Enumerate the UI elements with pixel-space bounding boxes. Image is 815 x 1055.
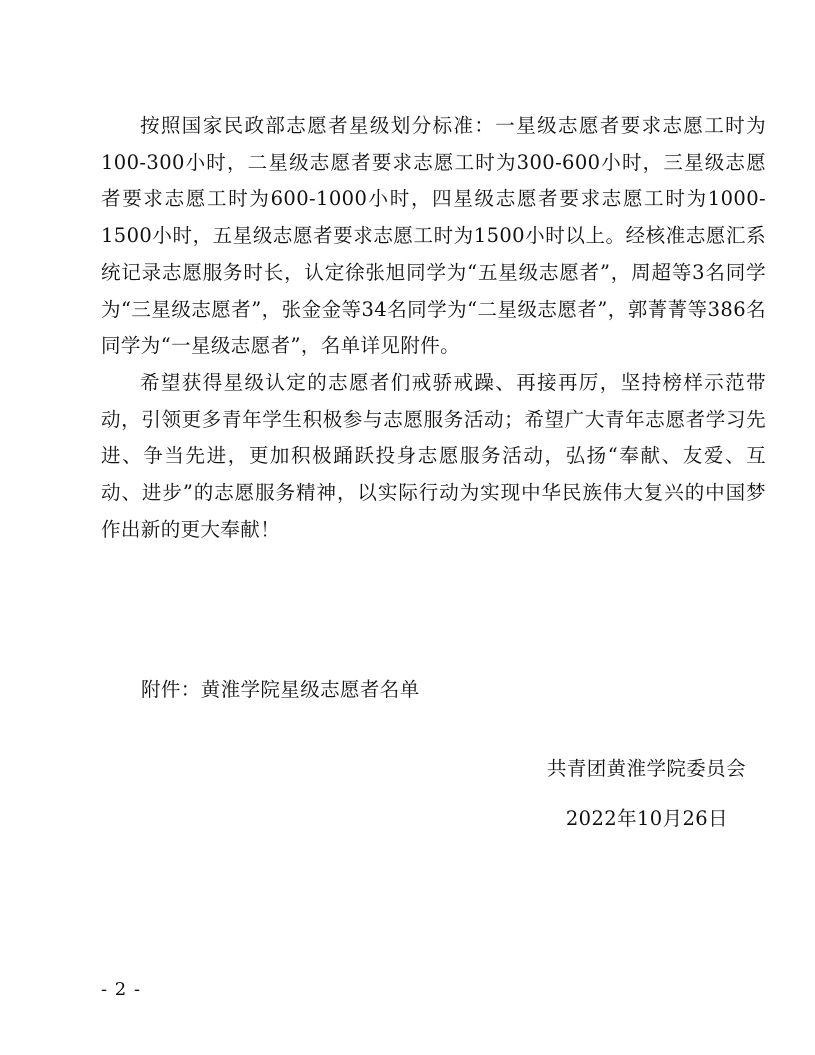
signature-block (547, 750, 746, 838)
body-paragraph-2: 希望获得星级认定的志愿者们戒骄戒躁、再接再厉，坚持榜样示范带动，引领更多青年学生积极参与志愿服务活动；希望广大青年志愿者学习先进、争当先进，更加积极踊跃投身志愿服务活动，弘扬“奉献、友爱、互动、进步”的志愿服务精神，以实际行动为实现中华民族伟大复兴的中国梦作出新的更大奉献！ (101, 370, 766, 541)
page-number: - 2 - (101, 979, 142, 1000)
signature-date: 2022年10月26日 (565, 807, 728, 830)
attachment-note: 附件：黄淮学院星级志愿者名单 (141, 678, 420, 701)
document-body (101, 108, 766, 548)
body-paragraph-1: 按照国家民政部志愿者星级划分标准：一星级志愿者要求志愿工时为100-300小时，二星级志愿者要求志愿工时为300-600小时，三星级志愿者要求志愿工时为600-1000小时，四星级志愿者要求志愿工时为1000-1500小时，五星级志愿者要求志愿工时为1500小时以上。经核准志愿汇系统记录志愿服务时长，认定徐张旭同学为“五星级志愿者”，周超等3名同学为“三星级志愿者”，张金金等34名同学为“二星级志愿者”，郭菁菁等386名同学为“一星级志愿者”，名单详见附件。 (101, 114, 766, 358)
signature-organization: 共青团黄淮学院委员会 (546, 757, 746, 780)
